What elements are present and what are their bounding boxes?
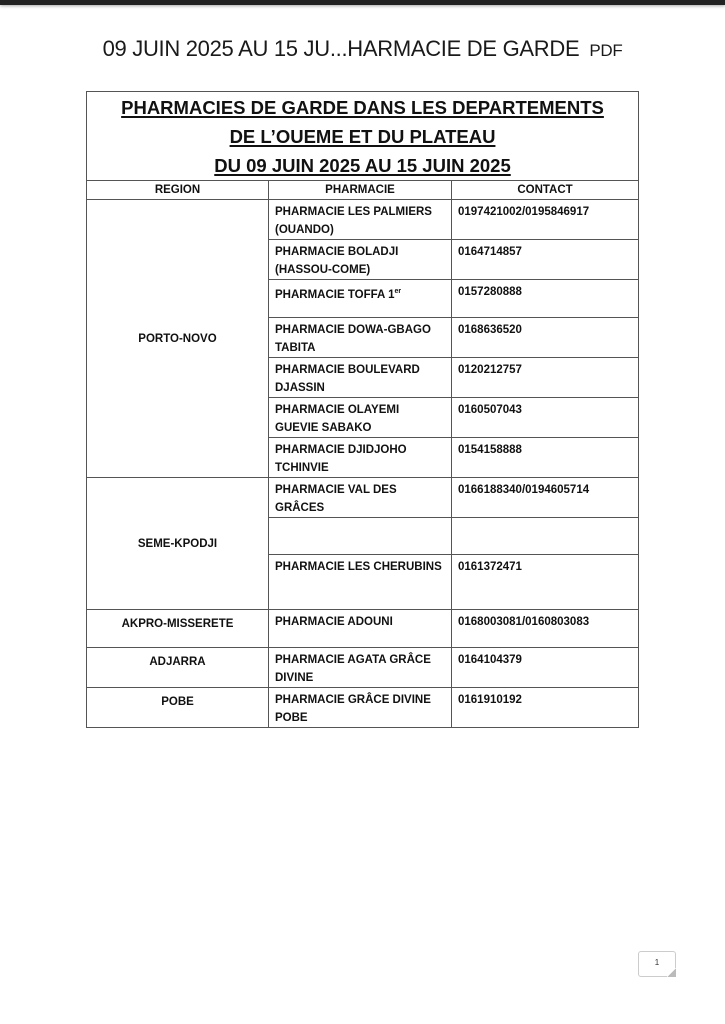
pharmacy-cell: PHARMACIE GRÂCE DIVINE POBE xyxy=(269,688,452,728)
contact-cell: 0157280888 xyxy=(452,280,639,318)
contact-cell: 0161910192 xyxy=(452,688,639,728)
contact-cell: 0160507043 xyxy=(452,398,639,438)
document-filename: 09 JUIN 2025 AU 15 JU...HARMACIE DE GARDE xyxy=(102,36,580,61)
contact-cell: 0168636520 xyxy=(452,318,639,358)
table-row xyxy=(87,648,639,688)
contact-cell: 0164104379 xyxy=(452,648,639,688)
pharmacy-cell: PHARMACIE ADOUNI xyxy=(269,610,452,648)
pharmacy-cell: PHARMACIE BOLADJI (HASSOU-COME) xyxy=(269,240,452,280)
contact-cell: 0166188340/0194605714 xyxy=(452,478,639,518)
pharmacy-cell: PHARMACIE LES PALMIERS (OUANDO) xyxy=(269,200,452,240)
pharmacy-cell: PHARMACIE DJIDJOHO TCHINVIE xyxy=(269,438,452,478)
title-line-2: DE L’OUEME ET DU PLATEAU xyxy=(229,125,496,147)
table-row xyxy=(87,478,639,518)
document-title-bar xyxy=(0,36,725,62)
contact-cell: 0197421002/0195846917 xyxy=(452,200,639,240)
contact-cell: 0120212757 xyxy=(452,358,639,398)
page-number-indicator[interactable] xyxy=(638,951,676,977)
title-line-1: PHARMACIES DE GARDE DANS LES DEPARTEMENTS xyxy=(121,96,604,118)
page-number: 1 xyxy=(654,958,660,967)
page-curl-icon xyxy=(667,968,676,977)
column-header-region: REGION xyxy=(87,181,269,200)
column-header-row xyxy=(87,181,639,200)
contact-cell: 0168003081/0160803083 xyxy=(452,610,639,648)
contact-cell: 0161372471 xyxy=(452,555,639,610)
pharmacy-cell: PHARMACIE VAL DES GRÂCES xyxy=(269,478,452,518)
region-cell: POBE xyxy=(87,688,269,728)
pharmacy-cell: PHARMACIE BOULEVARD DJASSIN xyxy=(269,358,452,398)
contact-cell xyxy=(452,518,639,555)
pharmacy-table xyxy=(86,91,639,728)
pharmacy-cell xyxy=(269,280,452,318)
pharmacy-cell: PHARMACIE DOWA-GBAGO TABITA xyxy=(269,318,452,358)
document-page xyxy=(86,91,638,728)
pharmacy-cell: PHARMACIE LES CHERUBINS xyxy=(269,555,452,610)
table-row xyxy=(87,200,639,240)
table-title xyxy=(87,92,639,181)
pharmacy-name: PHARMACIE TOFFA 1 xyxy=(275,288,395,301)
region-cell: AKPRO-MISSERETE xyxy=(87,610,269,648)
pharmacy-name-superscript: er xyxy=(394,288,402,295)
pharmacy-cell xyxy=(269,518,452,555)
table-row xyxy=(87,688,639,728)
pharmacy-cell: PHARMACIE OLAYEMI GUEVIE SABAKO xyxy=(269,398,452,438)
table-row xyxy=(87,610,639,648)
region-cell: PORTO-NOVO xyxy=(87,200,269,478)
title-line-3: DU 09 JUIN 2025 AU 15 JUIN 2025 xyxy=(214,154,511,176)
contact-cell: 0164714857 xyxy=(452,240,639,280)
pharmacy-cell: PHARMACIE AGATA GRÂCE DIVINE xyxy=(269,648,452,688)
column-header-pharmacie: PHARMACIE xyxy=(269,181,452,200)
region-cell: ADJARRA xyxy=(87,648,269,688)
viewer-top-bar xyxy=(0,0,725,5)
region-cell: SEME-KPODJI xyxy=(87,478,269,610)
contact-cell: 0154158888 xyxy=(452,438,639,478)
file-type-label: PDF xyxy=(589,41,623,60)
column-header-contact: CONTACT xyxy=(452,181,639,200)
